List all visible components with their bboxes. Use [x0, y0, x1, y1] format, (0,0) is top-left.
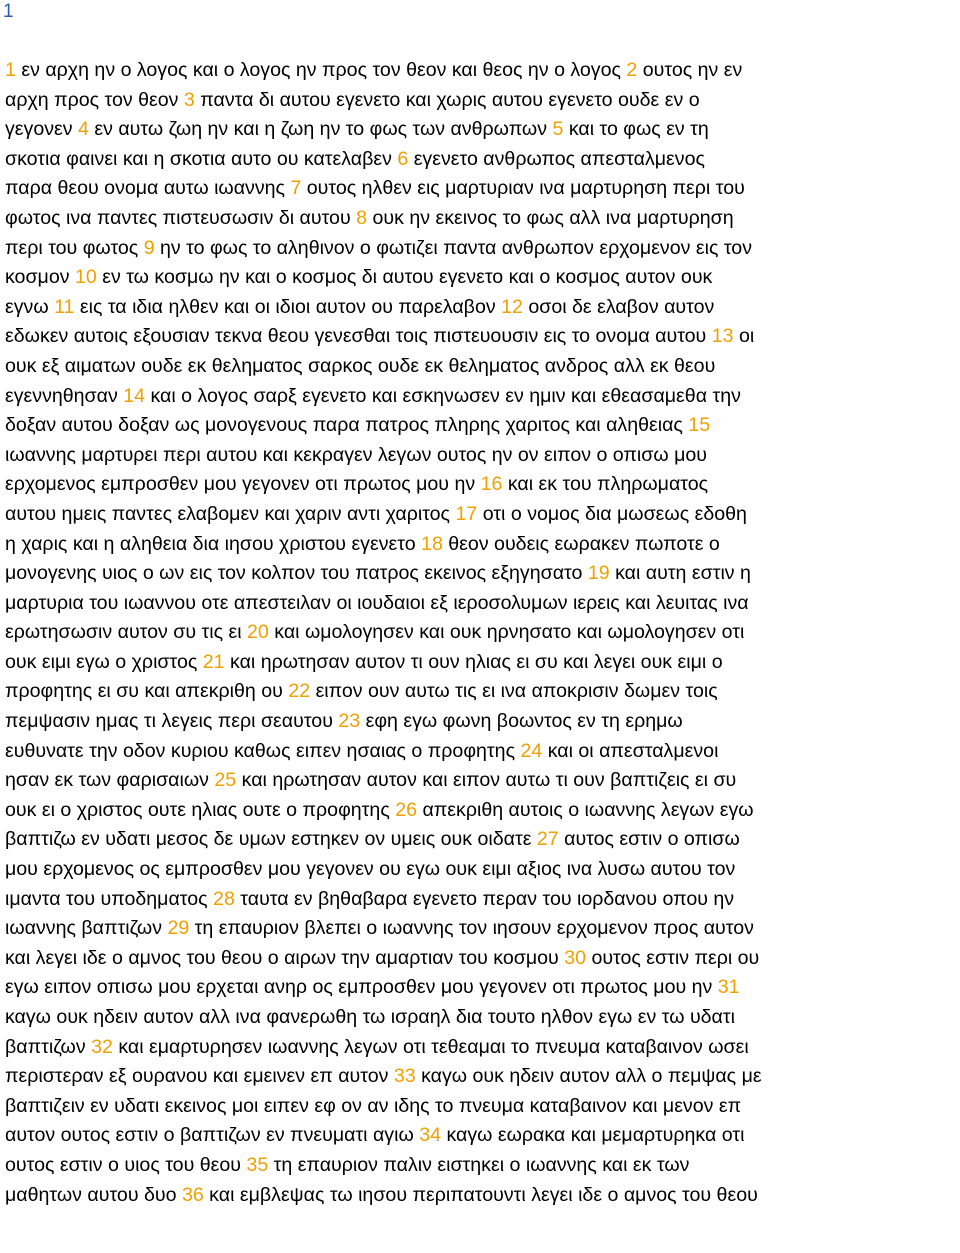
verse-number: 20: [247, 621, 269, 644]
verse-number: 7: [290, 177, 302, 200]
verse-text: οτι ο νομος δια μωσεως εδοθη: [477, 502, 747, 525]
verse-number: 27: [536, 828, 559, 851]
verse-number: 33: [393, 1065, 416, 1088]
verse-text: προφητης ει συ και απεκριθη ου: [5, 680, 289, 703]
verse-text: ησαν εκ των φαρισαιων: [5, 769, 215, 792]
text-line: [5, 530, 955, 560]
verse-number: 14: [123, 384, 146, 407]
verse-text: και ηρωτησαν αυτον και ειπον αυτω τι ουν βαπτιζεις ει συ: [236, 769, 737, 792]
verse-text: καγω ουκ ηδειν αυτον αλλ ο πεμψας με: [415, 1065, 762, 1088]
verse-number: 17: [455, 502, 478, 525]
text-line: [5, 500, 955, 530]
verse-number: 29: [167, 917, 190, 940]
verse-text: οι: [733, 325, 755, 348]
text-line: [5, 677, 955, 707]
verse-text: ιωαννης βαπτιζων: [5, 917, 168, 940]
verse-text: ουκ ει ο χριστος ουτε ηλιας ουτε ο προφητης: [5, 798, 396, 821]
verse-text: και λεγει ιδε ο αμνος του θεου ο αιρων την αμαρτιαν του κοσμου: [5, 946, 565, 969]
text-line: [5, 825, 955, 855]
text-line: [5, 944, 955, 974]
verse-text: γεγονεν: [5, 118, 78, 141]
verse-number: 16: [480, 473, 503, 496]
verse-text: θεον ουδεις εωρακεν πωποτε ο: [442, 532, 720, 555]
verse-text: και εμβλεψας τω ιησου περιπατουντι λεγει ιδε ο αμνος του θεου: [203, 1183, 758, 1206]
text-line: [5, 86, 955, 116]
verse-number: 21: [202, 650, 225, 673]
text-line: [5, 707, 955, 737]
verse-text: τη επαυριον βλεπει ο ιωαννης τον ιησουν ερχομενον προς αυτον: [189, 917, 754, 940]
verse-number: 18: [421, 532, 443, 555]
scripture-text: [5, 56, 955, 1210]
verse-text: ιωαννης μαρτυρει περι αυτου και κεκραγεν λεγων ουτος ην ον ειπον ο οπισω μου: [5, 443, 708, 466]
verse-text: ουτος ην εν: [637, 59, 743, 81]
verse-text: μου ερχομενος ος εμπροσθεν μου γεγονεν ου εγω ουκ ειμι αξιος ινα λυσω αυτου τον: [5, 858, 736, 881]
verse-text: ταυτα εν βηθαβαρα εγενετο περαν του ιορδανου οπου ην: [234, 887, 735, 910]
verse-number: 6: [397, 147, 409, 170]
verse-text: σκοτια φαινει και η σκοτια αυτο ου κατελαβεν: [5, 147, 398, 170]
verse-number: 35: [246, 1153, 269, 1176]
verse-text: τη επαυριον παλιν ειστηκει ο ιωαννης και εκ των: [268, 1153, 690, 1176]
verse-text: οσοι δε ελαβον αυτον: [522, 295, 715, 318]
verse-text: παρα θεου ονομα αυτω ιωαννης: [5, 177, 291, 200]
verse-number: 1: [5, 59, 16, 81]
verse-text: απεκριθη αυτοις ο ιωαννης λεγων εγω: [417, 798, 754, 821]
text-line: [5, 559, 955, 589]
verse-text: φωτος ινα παντες πιστευσωσιν δι αυτου: [5, 206, 357, 229]
verse-text: η χαρις και η αληθεια δια ιησου χριστου εγενετο: [5, 532, 422, 555]
verse-text: εγω ειπον οπισω μου ερχεται ανηρ ος εμπροσθεν μου γεγονεν οτι πρωτος μου ην: [5, 976, 718, 999]
verse-text: και ωμολογησεν και ουκ ηρνησατο και ωμολογησεν οτι: [268, 621, 745, 644]
verse-number: 26: [395, 798, 417, 821]
text-line: [5, 1033, 955, 1063]
verse-text: ουτος ηλθεν εις μαρτυριαν ινα μαρτυρηση περι του: [301, 177, 745, 200]
verse-text: εν αρχη ην ο λογος και ο λογος ην προς τον θεον και θεος ην ο λογος: [15, 59, 627, 81]
text-line: [5, 470, 955, 500]
verse-text: εις τα ιδια ηλθεν και οι ιδιοι αυτον ου παρελαβον: [74, 295, 502, 318]
text-line: [5, 648, 955, 678]
verse-number: 22: [288, 680, 311, 703]
verse-text: εδωκεν αυτοις εξουσιαν τεκνα θεου γενεσθαι τοις πιστευουσιν εις το ονομα αυτου: [5, 325, 712, 348]
verse-text: ουτος εστιν ο υιος του θεου: [5, 1153, 247, 1176]
verse-text: ερωτησωσιν αυτον συ τις ει: [5, 621, 248, 644]
text-line: [5, 1003, 955, 1033]
verse-text: ουκ ειμι εγω ο χριστος: [5, 650, 203, 673]
verse-text: καγω εωρακα και μεμαρτυρηκα οτι: [441, 1124, 745, 1147]
verse-text: περιστεραν εξ ουρανου και εμεινεν επ αυτον: [5, 1065, 394, 1088]
verse-text: καγω ουκ ηδειν αυτον αλλ ινα φανερωθη τω ισραηλ δια τουτο ηλθον εγω εν τω υδατι: [5, 1006, 735, 1028]
text-line: [5, 973, 955, 1003]
verse-text: και εκ του πληρωματος: [502, 473, 709, 496]
verse-text: και αυτη εστιν η: [609, 562, 751, 585]
verse-text: μαρτυρια του ιωαννου οτε απεστειλαν οι ιουδαιοι εξ ιεροσολυμων ιερεις και λευιτας ινα: [5, 591, 749, 614]
verse-text: βαπτιζω εν υδατι μεσος δε υμων εστηκεν ον υμεις ουκ οιδατε: [5, 828, 537, 851]
text-line: [5, 234, 955, 264]
verse-text: ειπον ουν αυτω τις ει ινα αποκρισιν δωμεν τοις: [310, 680, 718, 703]
text-line: [5, 56, 955, 86]
verse-text: ουκ ην εκεινος το φως αλλ ινα μαρτυρηση: [367, 206, 734, 229]
verse-text: και ηρωτησαν αυτον τι ουν ηλιας ει συ και λεγει ουκ ειμι ο: [224, 650, 723, 673]
verse-text: πεμψασιν ημας τι λεγεις περι σεαυτου: [5, 710, 339, 733]
verse-text: ουτος εστιν περι ου: [586, 946, 760, 969]
verse-text: ουκ εξ αιματων ουδε εκ θεληματος σαρκος ουδε εκ θεληματος ανδρος αλλ εκ θεου: [5, 354, 716, 377]
text-line: [5, 1121, 955, 1151]
verse-number: 2: [626, 59, 638, 81]
verse-number: 30: [564, 946, 586, 969]
verse-text: μονογενης υιος ο ων εις τον κολπον του πατρος εκεινος εξηγησατο: [5, 562, 588, 585]
verse-text: αυτου ημεις παντες ελαβομεν και χαριν αντι χαριτος: [5, 502, 456, 525]
verse-text: και ο λογος σαρξ εγενετο και εσκηνωσεν εν ημιν και εθεασαμεθα την: [145, 384, 741, 407]
verse-number: 31: [717, 976, 740, 999]
verse-number: 28: [213, 887, 235, 910]
text-line: [5, 796, 955, 826]
verse-text: εγενετο ανθρωπος απεσταλμενος: [408, 147, 705, 170]
text-line: [5, 618, 955, 648]
verse-number: 36: [181, 1183, 204, 1206]
text-line: [5, 766, 955, 796]
verse-text: βαπτιζειν εν υδατι εκεινος μοι ειπεν εφ ον αν ιδης το πνευμα καταβαινον και μενον επ: [5, 1094, 742, 1117]
text-line: [5, 293, 955, 323]
verse-number: 25: [214, 769, 237, 792]
text-line: [5, 204, 955, 234]
verse-text: αυτον ουτος εστιν ο βαπτιζων εν πνευματι αγιω: [5, 1124, 420, 1147]
verse-text: μαθητων αυτου δυο: [5, 1183, 182, 1206]
verse-text: εν αυτω ζωη ην και η ζωη ην το φως των ανθρωπων: [88, 118, 553, 141]
verse-text: ιμαντα του υποδηματος: [5, 887, 214, 910]
verse-text: παντα δι αυτου εγενετο και χωρις αυτου εγενετο ουδε εν ο: [194, 88, 700, 111]
verse-number: 34: [419, 1124, 441, 1147]
text-line: [5, 1062, 955, 1092]
verse-number: 32: [91, 1035, 113, 1058]
verse-text: βαπτιζων: [5, 1035, 92, 1058]
chapter-number: 1: [3, 1, 14, 22]
verse-number: 15: [688, 414, 711, 437]
verse-text: και το φως εν τη: [563, 118, 709, 141]
text-line: [5, 411, 955, 441]
verse-text: εγεννηθησαν: [5, 384, 124, 407]
verse-text: εν τω κοσμω ην και ο κοσμος δι αυτου εγενετο και ο κοσμος αυτον ουκ: [96, 266, 713, 289]
verse-number: 9: [143, 236, 155, 259]
verse-number: 13: [711, 325, 734, 348]
text-line: [5, 1181, 955, 1211]
verse-text: και οι απεσταλμενοι: [542, 739, 719, 762]
text-line: [5, 352, 955, 382]
text-line: [5, 145, 955, 175]
text-line: [5, 589, 955, 619]
verse-number: 24: [520, 739, 543, 762]
text-line: [5, 263, 955, 293]
verse-text: αρχη προς τον θεον: [5, 88, 184, 111]
verse-text: εφη εγω φωνη βοωντος εν τη ερημω: [360, 710, 683, 733]
verse-number: 4: [78, 118, 89, 141]
verse-number: 19: [587, 562, 610, 585]
verse-number: 5: [552, 118, 564, 141]
verse-text: ευθυνατε την οδον κυριου καθως ειπεν ησαιας ο προφητης: [5, 739, 521, 762]
verse-text: αυτος εστιν ο οπισω: [558, 828, 740, 851]
verse-number: 10: [74, 266, 97, 289]
verse-number: 8: [356, 206, 368, 229]
text-line: [5, 1092, 955, 1122]
text-line: [5, 885, 955, 915]
verse-text: ερχομενος εμπροσθεν μου γεγονεν οτι πρωτος μου ην: [5, 473, 481, 496]
text-line: [5, 174, 955, 204]
verse-number: 12: [501, 295, 523, 318]
text-line: [5, 737, 955, 767]
verse-text: περι του φωτος: [5, 236, 144, 259]
verse-number: 11: [54, 295, 75, 318]
text-line: [5, 855, 955, 885]
text-line: [5, 115, 955, 145]
verse-text: ην το φως το αληθινον ο φωτιζει παντα ανθρωπον ερχομενον εις τον: [154, 236, 753, 259]
verse-text: και εμαρτυρησεν ιωαννης λεγων οτι τεθεαμαι το πνευμα καταβαινον ωσει: [112, 1035, 749, 1058]
text-line: [5, 1151, 955, 1181]
text-line: [5, 382, 955, 412]
verse-number: 23: [338, 710, 361, 733]
verse-text: δοξαν αυτου δοξαν ως μονογενους παρα πατρος πληρης χαριτος και αληθειας: [5, 414, 689, 437]
verse-text: εγνω: [5, 295, 55, 318]
text-line: [5, 441, 955, 471]
text-line: [5, 322, 955, 352]
verse-number: 3: [183, 88, 195, 111]
text-line: [5, 914, 955, 944]
verse-text: κοσμον: [5, 266, 75, 289]
